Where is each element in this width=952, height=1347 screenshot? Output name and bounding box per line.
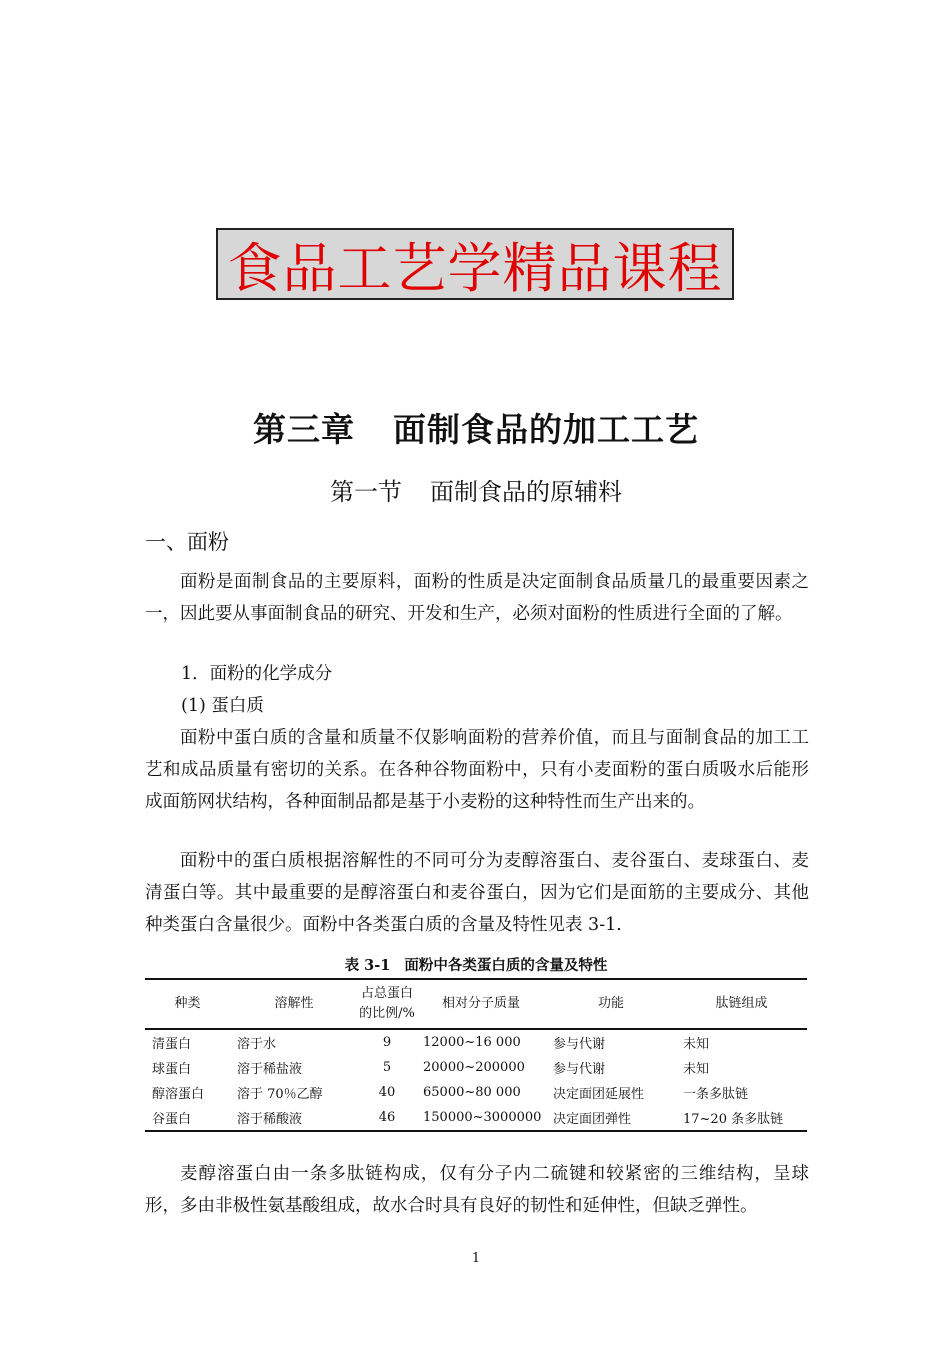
header-ratio <box>358 979 416 1029</box>
table-row <box>145 1055 807 1080</box>
course-banner <box>216 228 734 300</box>
table-row <box>145 1105 807 1131</box>
header-kind: 种类 <box>174 996 201 1011</box>
cell-chain: 未知 <box>683 1062 710 1077</box>
section-number: 第一节 <box>330 478 402 506</box>
table-caption <box>0 954 952 975</box>
list-item-chemical-composition: 1．面粉的化学成分 <box>181 664 333 684</box>
cell-chain: 一条多肽链 <box>683 1087 749 1102</box>
header-ratio-line1: 占总蛋白 <box>360 986 413 1001</box>
cell-solubility: 溶于稀酸液 <box>237 1112 303 1127</box>
cell-kind: 谷蛋白 <box>152 1112 192 1127</box>
cell-mass: 20000~200000 <box>423 1060 525 1075</box>
cell-mass: 12000~16 000 <box>423 1035 521 1050</box>
table-row <box>145 1029 807 1055</box>
table-row <box>145 1080 807 1105</box>
cell-chain: 未知 <box>683 1037 710 1052</box>
table-caption-title: 面粉中各类蛋白质的含量及特性 <box>404 957 608 974</box>
cell-kind: 球蛋白 <box>152 1062 192 1077</box>
cell-chain: 17~20 条多肽链 <box>683 1112 784 1127</box>
cell-solubility: 溶于水 <box>237 1037 277 1052</box>
section-title <box>0 472 952 507</box>
chapter-title <box>0 404 952 451</box>
header-function: 功能 <box>597 996 624 1011</box>
header-mass: 相对分子质量 <box>441 996 520 1011</box>
cell-ratio: 46 <box>378 1110 396 1125</box>
cell-function: 决定面团弹性 <box>553 1112 632 1127</box>
section-name: 面制食品的原辅料 <box>430 478 622 506</box>
cell-function: 决定面团延展性 <box>553 1087 645 1102</box>
chapter-name: 面制食品的加工工艺 <box>393 410 699 449</box>
chapter-number: 第三章 <box>253 410 355 449</box>
paragraph-2-text: 面粉中蛋白质的含量和质量不仅影响面粉的营养价值，而且与面制食品的加工工艺和成品质量有密切的关系。在各种谷物面粉中，只有小麦面粉的蛋白质吸水后能形成面筋网状结构，各种面制品都是基于小麦粉的这种特性而生产出来的。 <box>145 728 809 812</box>
cell-mass: 150000~3000000 <box>423 1110 542 1125</box>
heading-flour: 一、面粉 <box>145 530 229 554</box>
protein-table <box>145 978 807 1132</box>
table-caption-number: 表 3-1 <box>344 957 391 974</box>
cell-solubility: 溶于稀盐液 <box>237 1062 303 1077</box>
cell-kind: 清蛋白 <box>152 1037 192 1052</box>
paragraph-2 <box>145 722 809 818</box>
paragraph-4-text: 麦醇溶蛋白由一条多肽链构成，仅有分子内二硫键和较紧密的三维结构，呈球形，多由非极性氨基酸组成，故水合时具有良好的韧性和延伸性，但缺乏弹性。 <box>145 1164 809 1216</box>
header-solubility: 溶解性 <box>274 996 314 1011</box>
header-chain: 肽链组成 <box>715 996 768 1011</box>
list-item-protein: (1) 蛋白质 <box>181 696 264 716</box>
cell-mass: 65000~80 000 <box>423 1085 521 1100</box>
cell-solubility: 溶于 70％乙醇 <box>237 1087 323 1102</box>
paragraph-4 <box>145 1158 809 1222</box>
paragraph-1 <box>145 566 809 630</box>
cell-ratio: 9 <box>382 1035 392 1050</box>
cell-function: 参与代谢 <box>553 1037 606 1052</box>
paragraph-3-text: 面粉中的蛋白质根据溶解性的不同可分为麦醇溶蛋白、麦谷蛋白、麦球蛋白、麦清蛋白等。其中最重要的是醇溶蛋白和麦谷蛋白，因为它们是面筋的主要成分、其他种类蛋白含量很少。面粉中各类蛋白质的含量及特性见表 3-1. <box>145 851 809 935</box>
paragraph-1-text: 面粉是面制食品的主要原料，面粉的性质是决定面制食品质量几的最重要因素之一，因此要从事面制食品的研究、开发和生产，必须对面粉的性质进行全面的了解。 <box>145 572 809 624</box>
table-header-row <box>145 979 807 1029</box>
cell-function: 参与代谢 <box>553 1062 606 1077</box>
banner-title: 食品工艺学精品课程 <box>227 236 723 300</box>
paragraph-3 <box>145 845 809 941</box>
header-ratio-line2: 的比例/% <box>359 1006 415 1021</box>
cell-ratio: 40 <box>378 1085 396 1100</box>
page-number: 1 <box>471 1251 481 1266</box>
cell-ratio: 5 <box>382 1060 392 1075</box>
cell-kind: 醇溶蛋白 <box>152 1087 205 1102</box>
